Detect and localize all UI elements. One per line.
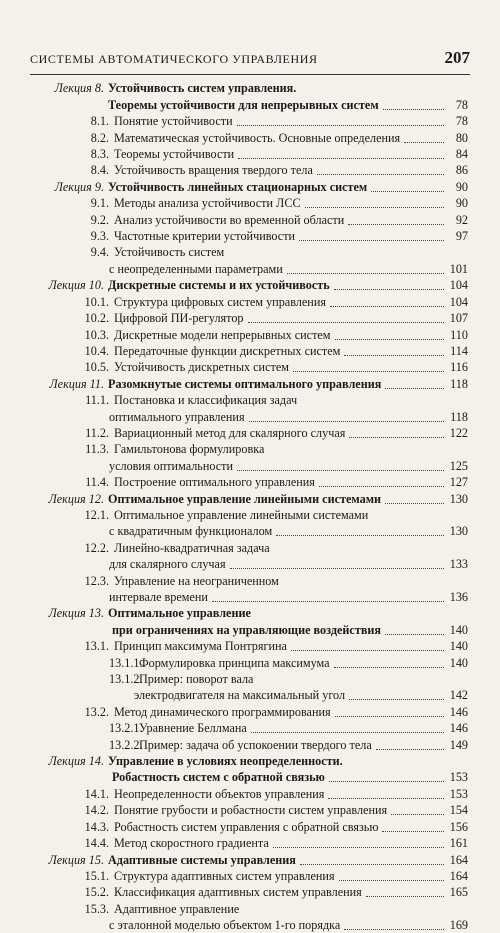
section-number: 11.4. xyxy=(85,475,109,490)
dot-leader xyxy=(391,813,444,815)
running-header xyxy=(30,48,470,72)
section-number: 9.1. xyxy=(90,196,109,211)
entry-page-number: 101 xyxy=(449,261,468,276)
entry-page-number: 164 xyxy=(449,868,468,883)
dot-leader xyxy=(349,436,444,438)
dot-leader xyxy=(339,879,444,881)
lecture-label: Лекция 8. xyxy=(54,81,104,96)
section-number: 10.2. xyxy=(84,311,109,326)
toc-entry-row xyxy=(30,343,468,359)
dot-leader xyxy=(329,780,444,782)
section-number: 13.1.1. xyxy=(109,655,143,670)
section-number: 13.2. xyxy=(84,704,109,719)
toc-entry-row xyxy=(30,621,468,637)
toc-entry-row xyxy=(30,244,468,260)
dot-leader xyxy=(349,698,444,700)
dot-leader xyxy=(371,190,444,192)
toc-entry-row xyxy=(30,835,468,851)
section-number: 13.1. xyxy=(84,639,109,654)
entry-page-number: 153 xyxy=(449,786,468,801)
dot-leader xyxy=(383,108,444,110)
entry-title: Уравнение Беллмана xyxy=(139,721,247,736)
toc-entry-row xyxy=(30,392,468,408)
toc-entry-row xyxy=(30,195,468,211)
toc-entry-row xyxy=(30,785,468,801)
toc-entry-row xyxy=(30,769,468,785)
entry-title: Построение оптимального управления xyxy=(114,475,315,490)
entry-title: Оптимальное управление xyxy=(108,606,251,621)
entry-page-number: 78 xyxy=(455,97,468,112)
dot-leader xyxy=(335,338,444,340)
section-number: 9.2. xyxy=(90,212,109,227)
toc-entry-row xyxy=(30,654,468,670)
section-number: 9.4. xyxy=(90,245,109,260)
toc-entry-row xyxy=(30,146,468,162)
toc-entry-row xyxy=(30,523,468,539)
entry-page-number: 130 xyxy=(449,491,468,506)
section-number: 13.2.1. xyxy=(109,721,143,736)
toc-entry-row xyxy=(30,703,468,719)
dot-leader xyxy=(376,748,444,750)
entry-page-number: 165 xyxy=(449,885,468,900)
section-number: 12.1. xyxy=(84,507,109,522)
dot-leader xyxy=(385,387,444,389)
dot-leader xyxy=(212,600,444,602)
entry-page-number: 130 xyxy=(449,524,468,539)
toc-lecture-row xyxy=(30,490,468,506)
entry-page-number: 161 xyxy=(449,836,468,851)
entry-title: Формулировка принципа максимума xyxy=(139,655,330,670)
entry-title: электродвигателя на максимальный угол xyxy=(134,688,346,703)
entry-page-number: 107 xyxy=(449,311,468,326)
page-number: 207 xyxy=(444,48,470,67)
entry-title: Оптимальное управление линейными системами xyxy=(114,507,369,522)
entry-page-number: 136 xyxy=(449,590,468,604)
toc-entry-row xyxy=(30,868,468,884)
entry-page-number: 154 xyxy=(449,803,468,818)
toc-entry-row xyxy=(30,736,468,752)
dot-leader xyxy=(237,469,444,471)
section-number: 15.2. xyxy=(84,885,109,900)
toc-entry-row xyxy=(30,96,468,112)
entry-title: Частотные критерии устойчивости xyxy=(114,229,296,244)
entry-page-number: 164 xyxy=(449,852,468,867)
lecture-label: Лекция 11. xyxy=(49,376,104,391)
entry-page-number: 84 xyxy=(455,147,468,162)
toc-entry-row xyxy=(30,113,468,129)
entry-title: Методы анализа устойчивости ЛСС xyxy=(114,196,301,211)
entry-title: Дискретные модели непрерывных систем xyxy=(114,327,331,342)
entry-title: Робастность систем с обратной связью xyxy=(112,770,325,785)
dot-leader xyxy=(366,895,444,897)
section-number: 8.2. xyxy=(90,130,109,145)
entry-page-number: 125 xyxy=(449,458,468,473)
entry-title: Структура адаптивных систем управления xyxy=(114,868,335,883)
lecture-label: Лекция 10. xyxy=(48,278,104,293)
toc-entry-row xyxy=(30,441,468,457)
entry-title: Устойчивость дискретных систем xyxy=(114,360,289,375)
section-number: 12.3. xyxy=(84,573,109,588)
entry-page-number: 114 xyxy=(450,343,468,358)
section-number: 15.3. xyxy=(84,901,109,916)
section-number: 11.1. xyxy=(85,393,109,408)
header-rule xyxy=(30,74,470,75)
toc-lecture-row xyxy=(30,851,468,867)
entry-title: Оптимальное управление линейными системами xyxy=(108,491,382,506)
section-number: 13.2.2. xyxy=(109,737,143,752)
dot-leader xyxy=(293,370,444,372)
dot-leader xyxy=(237,124,444,126)
entry-title: с неопределенными параметрами xyxy=(109,261,283,276)
entry-page-number: 140 xyxy=(449,655,468,670)
entry-page-number: 122 xyxy=(449,425,468,440)
dot-leader xyxy=(238,157,444,159)
toc-entry-row xyxy=(30,687,468,703)
entry-page-number: 127 xyxy=(449,475,468,490)
dot-leader xyxy=(291,649,444,651)
entry-page-number: 146 xyxy=(449,721,468,736)
toc-entry-row xyxy=(30,408,468,424)
dot-leader xyxy=(382,830,444,832)
entry-title: Теоремы устойчивости xyxy=(114,147,235,162)
entry-title: Математическая устойчивость. Основные определения xyxy=(114,130,401,145)
toc-entry-row xyxy=(30,539,468,555)
dot-leader xyxy=(385,502,444,504)
toc-entry-row xyxy=(30,572,468,588)
dot-leader xyxy=(276,534,444,536)
entry-title: Классификация адаптивных систем управления xyxy=(114,885,362,900)
entry-page-number: 116 xyxy=(450,360,468,375)
entry-page-number: 153 xyxy=(449,770,468,785)
entry-title: Робастность систем управления с обратной связью xyxy=(114,819,379,834)
section-number: 12.2. xyxy=(84,540,109,555)
toc-entry-row xyxy=(30,260,468,276)
table-of-contents xyxy=(30,80,468,933)
entry-title: Пример: поворот вала xyxy=(139,672,254,687)
dot-leader xyxy=(248,321,444,323)
dot-leader xyxy=(334,666,444,668)
toc-entry-row xyxy=(30,720,468,736)
dot-leader xyxy=(328,797,444,799)
lecture-label: Лекция 9. xyxy=(54,179,104,194)
entry-title: Теоремы устойчивости для непрерывных систем xyxy=(108,97,379,112)
entry-title: Адаптивные системы управления xyxy=(108,852,296,867)
entry-page-number: 104 xyxy=(449,278,468,293)
entry-page-number: 118 xyxy=(450,409,468,424)
dot-leader xyxy=(299,239,444,241)
dot-leader xyxy=(305,206,444,208)
entry-page-number: 133 xyxy=(449,557,468,572)
entry-title: Структура цифровых систем управления xyxy=(114,294,326,309)
section-number: 10.4. xyxy=(84,343,109,358)
entry-title: оптимального управления xyxy=(109,409,245,424)
toc-entry-row xyxy=(30,326,468,342)
section-number: 13.1.2. xyxy=(109,672,143,687)
section-number: 8.3. xyxy=(90,147,109,162)
dot-leader xyxy=(273,846,444,848)
toc-entry-row xyxy=(30,507,468,523)
section-number: 10.3. xyxy=(84,327,109,342)
toc-entry-row xyxy=(30,638,468,654)
toc-entry-row xyxy=(30,884,468,900)
entry-title: Метод динамического программирования xyxy=(114,704,331,719)
toc-entry-row xyxy=(30,359,468,375)
dot-leader xyxy=(249,420,444,422)
section-number: 8.4. xyxy=(90,163,109,178)
lecture-label: Лекция 15. xyxy=(48,852,104,867)
section-number: 14.2. xyxy=(84,803,109,818)
entry-page-number: 110 xyxy=(450,327,468,342)
toc-lecture-row xyxy=(30,605,468,621)
toc-lecture-row xyxy=(30,753,468,769)
entry-title: с квадратичным функционалом xyxy=(109,524,273,539)
toc-entry-row xyxy=(30,228,468,244)
toc-lecture-row xyxy=(30,277,468,293)
dot-leader xyxy=(344,928,444,930)
entry-title: Адаптивное управление xyxy=(114,901,240,916)
entry-title: условия оптимальности xyxy=(109,458,234,473)
entry-title: Управление в условиях неопределенности. xyxy=(108,754,343,769)
dot-leader xyxy=(287,272,444,274)
entry-title: Передаточные функции дискретных систем xyxy=(114,343,341,358)
entry-title: Цифровой ПИ-регулятор xyxy=(114,311,244,326)
section-number: 10.1. xyxy=(84,294,109,309)
toc-entry-row xyxy=(30,457,468,473)
dot-leader xyxy=(385,633,444,635)
toc-entry-row xyxy=(30,293,468,309)
section-number: 10.5. xyxy=(84,360,109,375)
entry-page-number: 104 xyxy=(449,294,468,309)
section-number: 14.3. xyxy=(84,819,109,834)
toc-lecture-row xyxy=(30,375,468,391)
toc-entry-row xyxy=(30,917,468,933)
entry-title: Линейно-квадратичная задача xyxy=(114,540,270,555)
toc-entry-row xyxy=(30,162,468,178)
entry-title: Принцип максимума Понтрягина xyxy=(114,639,287,654)
entry-title: Дискретные системы и их устойчивость xyxy=(108,278,330,293)
lecture-label: Лекция 14. xyxy=(48,754,104,769)
dot-leader xyxy=(230,567,444,569)
section-number: 14.1. xyxy=(84,786,109,801)
entry-title: Управление на неограниченном xyxy=(114,573,279,588)
entry-title: с эталонной моделью объектом 1-го порядка xyxy=(109,918,341,933)
entry-title: Пример: задача об успокоении твердого тела xyxy=(139,737,372,752)
entry-title: Гамильтонова формулировка xyxy=(114,442,265,457)
entry-page-number: 90 xyxy=(455,196,468,211)
entry-page-number: 80 xyxy=(455,130,468,145)
toc-entry-row xyxy=(30,474,468,490)
toc-entry-row xyxy=(30,556,468,572)
entry-title: Устойчивость систем управления. xyxy=(108,81,297,96)
section-number: 8.1. xyxy=(90,114,109,129)
entry-page-number: 118 xyxy=(450,376,468,391)
toc-lecture-row xyxy=(30,178,468,194)
section-number: 15.1. xyxy=(84,868,109,883)
section-number: 11.3. xyxy=(85,442,109,457)
entry-title: Понятие устойчивости xyxy=(114,114,233,129)
entry-page-number: 78 xyxy=(455,114,468,129)
dot-leader xyxy=(300,863,444,865)
entry-page-number: 156 xyxy=(449,819,468,834)
toc-entry-row xyxy=(30,802,468,818)
running-title: СИСТЕМЫ АВТОМАТИЧЕСКОГО УПРАВЛЕНИЯ xyxy=(30,52,318,66)
entry-page-number: 90 xyxy=(455,179,468,194)
dot-leader xyxy=(334,288,444,290)
dot-leader xyxy=(330,305,444,307)
entry-page-number: 149 xyxy=(449,737,468,752)
entry-title: Устойчивость вращения твердого тела xyxy=(114,163,313,178)
entry-title: интервале времени xyxy=(109,590,208,604)
dot-leader xyxy=(348,223,444,225)
dot-leader xyxy=(317,173,444,175)
toc-entry-row xyxy=(30,425,468,441)
toc-entry-row xyxy=(30,310,468,326)
toc-entry-row xyxy=(30,589,468,605)
entry-title: Устойчивость систем xyxy=(114,245,225,260)
dot-leader xyxy=(251,731,444,733)
toc-entry-row xyxy=(30,818,468,834)
toc-entry-row xyxy=(30,211,468,227)
entry-title: Анализ устойчивости во временной области xyxy=(114,212,345,227)
entry-page-number: 169 xyxy=(449,918,468,933)
entry-page-number: 92 xyxy=(455,212,468,227)
section-number: 11.2. xyxy=(85,425,109,440)
entry-title: Метод скоростного градиента xyxy=(114,836,269,851)
entry-title: Устойчивость линейных стационарных систем xyxy=(108,179,368,194)
entry-title: для скалярного случая xyxy=(109,557,226,572)
toc-lecture-row xyxy=(30,80,468,96)
lecture-label: Лекция 12. xyxy=(48,491,104,506)
dot-leader xyxy=(404,141,444,143)
section-number: 14.4. xyxy=(84,836,109,851)
entry-page-number: 86 xyxy=(455,163,468,178)
entry-title: при ограничениях на управляющие воздействия xyxy=(112,622,382,637)
entry-title: Постановка и классификация задач xyxy=(114,393,298,408)
entry-title: Понятие грубости и робастности систем управления xyxy=(114,803,388,818)
lecture-label: Лекция 13. xyxy=(48,606,104,621)
toc-entry-row xyxy=(30,129,468,145)
toc-entry-row xyxy=(30,671,468,687)
entry-page-number: 146 xyxy=(449,704,468,719)
entry-title: Разомкнутые системы оптимального управления xyxy=(108,376,382,391)
entry-page-number: 140 xyxy=(449,622,468,637)
dot-leader xyxy=(319,485,444,487)
section-number: 9.3. xyxy=(90,229,109,244)
entry-title: Вариационный метод для скалярного случая xyxy=(114,425,346,440)
toc-entry-row xyxy=(30,900,468,916)
entry-page-number: 140 xyxy=(449,639,468,654)
dot-leader xyxy=(335,715,444,717)
dot-leader xyxy=(344,354,444,356)
entry-page-number: 142 xyxy=(449,688,468,703)
entry-page-number: 97 xyxy=(455,229,468,244)
entry-title: Неопределенности объектов управления xyxy=(114,786,325,801)
